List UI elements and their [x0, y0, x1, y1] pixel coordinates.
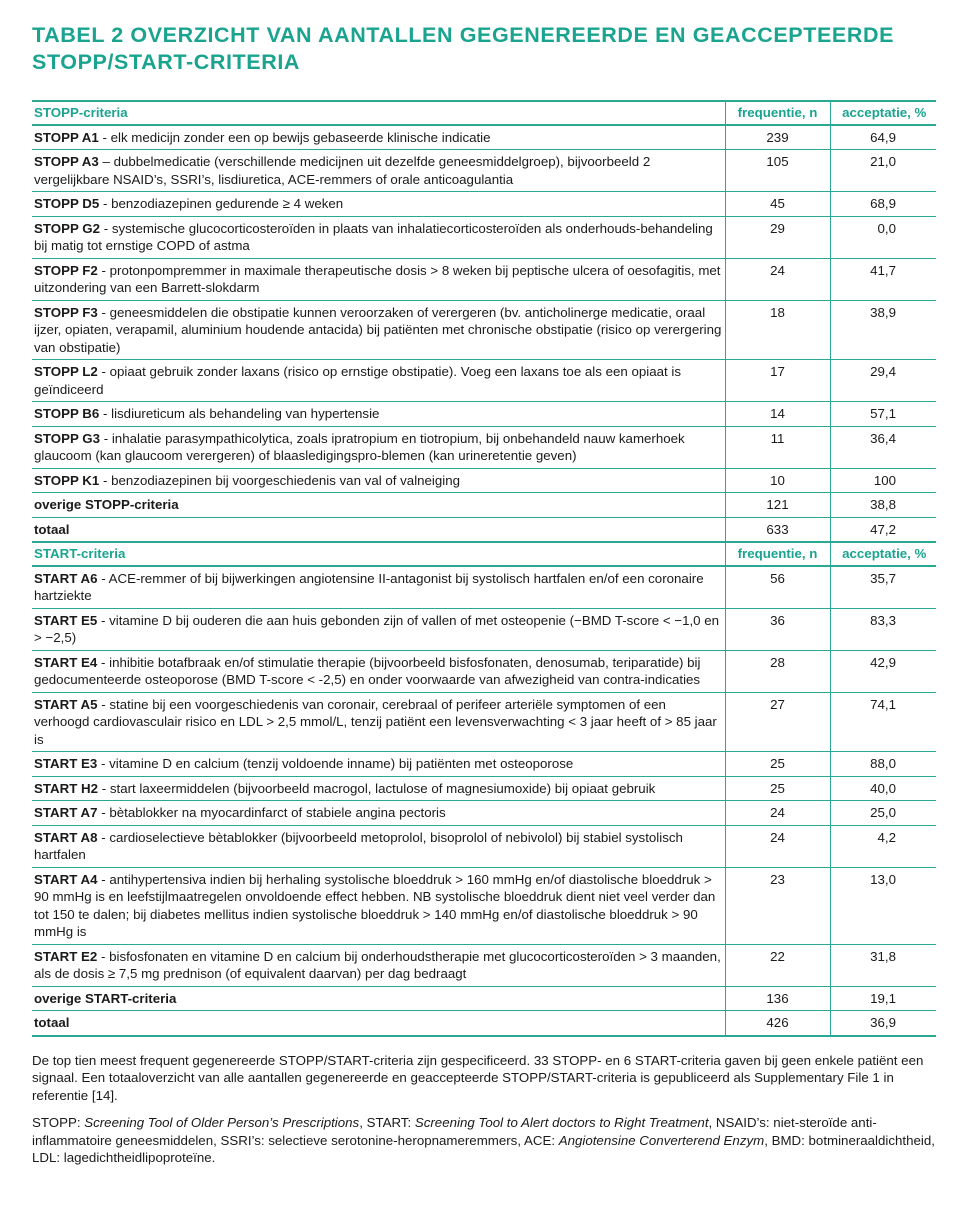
criterion-cell: [32, 867, 725, 944]
criterion-cell: [32, 752, 725, 777]
table-row: [32, 493, 936, 518]
frequency-cell: 14: [725, 402, 830, 427]
acceptance-cell: 38,8: [830, 493, 936, 518]
table-row: [32, 258, 936, 300]
footnotes: [32, 1052, 936, 1167]
frequency-cell: 105: [725, 150, 830, 192]
criterion-cell: [32, 493, 725, 518]
frequency-cell: 17: [725, 360, 830, 402]
table-row: [32, 360, 936, 402]
total-row: [32, 517, 936, 542]
total-label-cell: [32, 1011, 725, 1036]
criterion-code: overige STOPP-criteria: [34, 497, 179, 512]
criterion-cell: [32, 825, 725, 867]
footnote-abbreviations: [32, 1114, 936, 1167]
criterion-cell: [32, 608, 725, 650]
start-header-label: START-criteria: [32, 542, 725, 566]
criterion-cell: [32, 125, 725, 150]
criterion-code: STOPP F2: [34, 262, 98, 278]
table-row: [32, 752, 936, 777]
criterion-description: - bètablokker na myocardinfarct of stabiele angina pectoris: [97, 805, 446, 820]
acceptance-cell: 31,8: [830, 944, 936, 986]
abbr-italic: Screening Tool of Older Person’s Prescriptions: [84, 1115, 360, 1130]
abbr-italic: Angiotensine Converterend Enzym: [558, 1132, 765, 1148]
criterion-description: - ACE-remmer of bij bijwerkingen angiotensine II-antagonist bij systolisch hartfalen en/of een coronaire hartziekte: [34, 570, 704, 603]
acceptance-cell: 21,0: [830, 150, 936, 192]
table-row: [32, 402, 936, 427]
acceptance-cell: 83,3: [830, 608, 936, 650]
table-row: [32, 300, 936, 360]
total-frequency: 633: [725, 517, 830, 542]
criterion-code: STOPP B6: [34, 406, 100, 421]
acceptance-cell: 19,1: [830, 986, 936, 1011]
criterion-code: START E5: [34, 612, 98, 628]
frequency-cell: 11: [725, 426, 830, 468]
criterion-description: - opiaat gebruik zonder laxans (risico op ernstige obstipatie). Voeg een laxans toe als een opiaat is geïndiceerd: [34, 364, 682, 397]
frequency-cell: 23: [725, 867, 830, 944]
table-row: [32, 801, 936, 826]
abbr-italic: Screening Tool to Alert doctors to Right Treatment: [414, 1115, 709, 1130]
acceptance-cell: 64,9: [830, 125, 936, 150]
criterion-cell: [32, 692, 725, 752]
criterion-description: - vitamine D en calcium (tenzij voldoende inname) bij patiënten met osteoporose: [97, 756, 574, 771]
criterion-description: - start laxeermiddelen (bijvoorbeeld macrogol, lactulose of magnesiumoxide) bij opiaat gebruik: [98, 780, 656, 796]
abbr-text: , BMD: botmineraaldichtheid, LDL: lagedichtheidlipoproteïne.: [32, 1132, 935, 1165]
acceptance-cell: 0,0: [830, 216, 936, 258]
acceptance-cell: 41,7: [830, 258, 936, 300]
start-header-acc: acceptatie, %: [830, 542, 936, 566]
criterion-cell: [32, 986, 725, 1011]
total-label: totaal: [34, 521, 70, 537]
criterion-description: - vitamine D bij ouderen die aan huis gebonden zijn of vallen of met osteopenie (−BMD T-score < −1,0 en > −2,5): [34, 612, 720, 645]
frequency-cell: 24: [725, 258, 830, 300]
frequency-cell: 136: [725, 986, 830, 1011]
criterion-cell: [32, 468, 725, 493]
table-row: [32, 150, 936, 192]
frequency-cell: 29: [725, 216, 830, 258]
total-acceptance: 47,2: [830, 517, 936, 542]
criterion-code: STOPP G3: [34, 430, 101, 446]
abbr-text: , START:: [359, 1115, 415, 1130]
total-acceptance: 36,9: [830, 1011, 936, 1036]
frequency-cell: 25: [725, 776, 830, 801]
abbr-text: STOPP:: [32, 1115, 85, 1130]
acceptance-cell: 88,0: [830, 752, 936, 777]
acceptance-cell: 74,1: [830, 692, 936, 752]
table-row: [32, 944, 936, 986]
table-row: [32, 608, 936, 650]
frequency-cell: 121: [725, 493, 830, 518]
frequency-cell: 56: [725, 566, 830, 609]
criterion-code: START A5: [34, 696, 98, 712]
acceptance-cell: 38,9: [830, 300, 936, 360]
table-row: [32, 867, 936, 944]
criterion-description: - systemische glucocorticosteroïden in plaats van inhalatiecorticosteroïden als onderhouds-behandeling bij matig tot ernstige COPD of astma: [34, 220, 713, 253]
acceptance-cell: 42,9: [830, 650, 936, 692]
criterion-code: STOPP F3: [34, 304, 98, 320]
criterion-code: overige START-criteria: [34, 990, 177, 1006]
acceptance-cell: 4,2: [830, 825, 936, 867]
criterion-cell: [32, 300, 725, 360]
frequency-cell: 22: [725, 944, 830, 986]
acceptance-cell: 29,4: [830, 360, 936, 402]
criterion-description: - benzodiazepinen gedurende ≥ 4 weken: [99, 196, 344, 211]
acceptance-cell: 57,1: [830, 402, 936, 427]
criterion-cell: [32, 258, 725, 300]
criterion-description: – dubbelmedicatie (verschillende medicijnen uit dezelfde geneesmiddelgroep), bijvoorbeeld 2 vergelijkbare NSAID’s, SSRI’s, lisdiuretica, ACE-remmers of orale anticoagulantia: [34, 154, 651, 187]
criterion-description: - cardioselectieve bètablokker (bijvoorbeeld metoprolol, bisoprolol of nebivolol) bij stabiel systolisch hartfalen: [34, 829, 683, 862]
criterion-description: - benzodiazepinen bij voorgeschiedenis van val of valneiging: [99, 472, 461, 488]
criterion-cell: [32, 650, 725, 692]
table-title: TABEL 2 OVERZICHT VAN AANTALLEN GEGENEREERDE EN GEACCEPTEERDE STOPP/START-CRITERIA: [32, 23, 895, 74]
start-header-freq: frequentie, n: [725, 542, 830, 566]
acceptance-cell: 35,7: [830, 566, 936, 609]
criterion-cell: [32, 192, 725, 217]
criterion-description: - bisfosfonaten en vitamine D en calcium bij onderhoudstherapie met glucocorticosteroïden > 3 maanden, als de dosis ≥ 7,5 mg prednison (of equivalent daarvan) per dag bedraagt: [34, 948, 721, 981]
criterion-cell: [32, 566, 725, 609]
table-row: [32, 986, 936, 1011]
table-row: [32, 216, 936, 258]
criterion-description: - antihypertensiva indien bij herhaling systolische bloeddruk > 160 mmHg en/of diastolische bloeddruk > 90 mmHg is en leefstijlmaatregelen onvoldoende effect hebben. NB systolische bloeddruk dient niet veel verder dan tot 150 te dalen; bij diabetes mellitus indien systolische bloeddruk > 140 mmHg en/of diastolische bloeddruk > 90 mmHg is: [34, 871, 716, 939]
frequency-cell: 239: [725, 125, 830, 150]
frequency-cell: 45: [725, 192, 830, 217]
criterion-cell: [32, 360, 725, 402]
criterion-description: - geneesmiddelen die obstipatie kunnen veroorzaken of verergeren (bv. anticholinerge medicatie, oraal ijzer, opiaten, verapamil, aluminium houdende antacida) bij patiënten met chronische obstipatie (risico op verergering van obstipatie): [34, 304, 722, 355]
criterion-cell: [32, 801, 725, 826]
criterion-description: - inhalatie parasympathicolytica, zoals ipratropium en tiotropium, bij onbehandeld nauw kamerhoek glaucoom (kan glaucoom verergeren) of blaasledigingspro-blemen (kan urineretentie geven): [34, 430, 685, 463]
criterion-description: - statine bij een voorgeschiedenis van coronair, cerebraal of perifeer arteriële symptomen of een verhoogd cardiovasculair risico en LDL > 2,5 mmol/L, tenzij patiënt een levensverwachting < 3 jaar heeft of > 85 jaar is: [34, 696, 717, 747]
abbr-text: , NSAID’s: niet-steroïde anti-inflammatoire geneesmiddelen, SSRI’s: selectieve serotonine-heropnameremmers, ACE:: [32, 1115, 877, 1148]
criterion-description: - elk medicijn zonder een op bewijs gebaseerde klinische indicatie: [98, 129, 491, 145]
criterion-code: START E2: [34, 948, 98, 964]
table-row: [32, 692, 936, 752]
frequency-cell: 18: [725, 300, 830, 360]
acceptance-cell: 68,9: [830, 192, 936, 217]
frequency-cell: 10: [725, 468, 830, 493]
frequency-cell: 24: [725, 801, 830, 826]
table-row: [32, 825, 936, 867]
criteria-table: [32, 100, 936, 1037]
stopp-header-row: [32, 101, 936, 125]
frequency-cell: 36: [725, 608, 830, 650]
stopp-header-freq: frequentie, n: [725, 101, 830, 125]
frequency-cell: 25: [725, 752, 830, 777]
criterion-code: START E3: [34, 756, 98, 771]
criterion-code: STOPP K1: [34, 472, 100, 488]
criterion-code: STOPP A3: [34, 154, 99, 169]
criterion-code: START A7: [34, 805, 98, 820]
criterion-code: START H2: [34, 780, 99, 796]
criterion-cell: [32, 776, 725, 801]
stopp-header-acc: acceptatie, %: [830, 101, 936, 125]
total-row: [32, 1011, 936, 1036]
criterion-code: START A4: [34, 871, 98, 887]
criterion-code: STOPP G2: [34, 220, 101, 236]
start-header-row: [32, 542, 936, 566]
criterion-cell: [32, 216, 725, 258]
criterion-cell: [32, 944, 725, 986]
footnote-summary: De top tien meest frequent gegenereerde STOPP/START-criteria zijn gespecificeerd. 33 STOPP- en 6 START-criteria gaven bij geen enkele patiënt een signaal. Een totaaloverzicht van alle aantallen gegenereerde en geaccepteerde STOPP/START-criteria is gepubliceerd als Supplementary File 1 in referentie [14].: [32, 1052, 924, 1103]
table-row: [32, 426, 936, 468]
frequency-cell: 27: [725, 692, 830, 752]
acceptance-cell: 36,4: [830, 426, 936, 468]
criterion-cell: [32, 150, 725, 192]
criterion-cell: [32, 426, 725, 468]
criterion-code: STOPP L2: [34, 364, 98, 379]
criterion-description: - inhibitie botafbraak en/of stimulatie therapie (bijvoorbeeld bisfosfonaten, denosumab, teriparatide) bij gedocumenteerde osteoporose (BMD T-score < -2,5) en onder voorwaarde van afwezigheid van contra-indicaties: [34, 654, 701, 687]
stopp-header-label: STOPP-criteria: [32, 101, 725, 125]
criterion-description: - lisdiureticum als behandeling van hypertensie: [99, 406, 380, 421]
table-row: [32, 650, 936, 692]
start-section: [32, 542, 936, 1036]
criterion-cell: [32, 402, 725, 427]
acceptance-cell: 40,0: [830, 776, 936, 801]
total-label-cell: [32, 517, 725, 542]
table-row: [32, 468, 936, 493]
stopp-section: [32, 101, 936, 542]
criterion-code: STOPP A1: [34, 129, 99, 145]
acceptance-cell: 100: [830, 468, 936, 493]
criterion-code: START A8: [34, 829, 98, 845]
table-row: [32, 192, 936, 217]
total-label: totaal: [34, 1015, 70, 1030]
criterion-code: START E4: [34, 654, 98, 670]
acceptance-cell: 25,0: [830, 801, 936, 826]
frequency-cell: 28: [725, 650, 830, 692]
table-row: [32, 776, 936, 801]
acceptance-cell: 13,0: [830, 867, 936, 944]
total-frequency: 426: [725, 1011, 830, 1036]
criterion-code: STOPP D5: [34, 196, 100, 211]
criterion-code: START A6: [34, 570, 98, 586]
table-row: [32, 125, 936, 150]
criterion-description: - protonpompremmer in maximale therapeutische dosis > 8 weken bij peptische ulcera of oesofagitis, met uitzondering van een Barrett-slokdarm: [34, 262, 721, 295]
table-row: [32, 566, 936, 609]
frequency-cell: 24: [725, 825, 830, 867]
